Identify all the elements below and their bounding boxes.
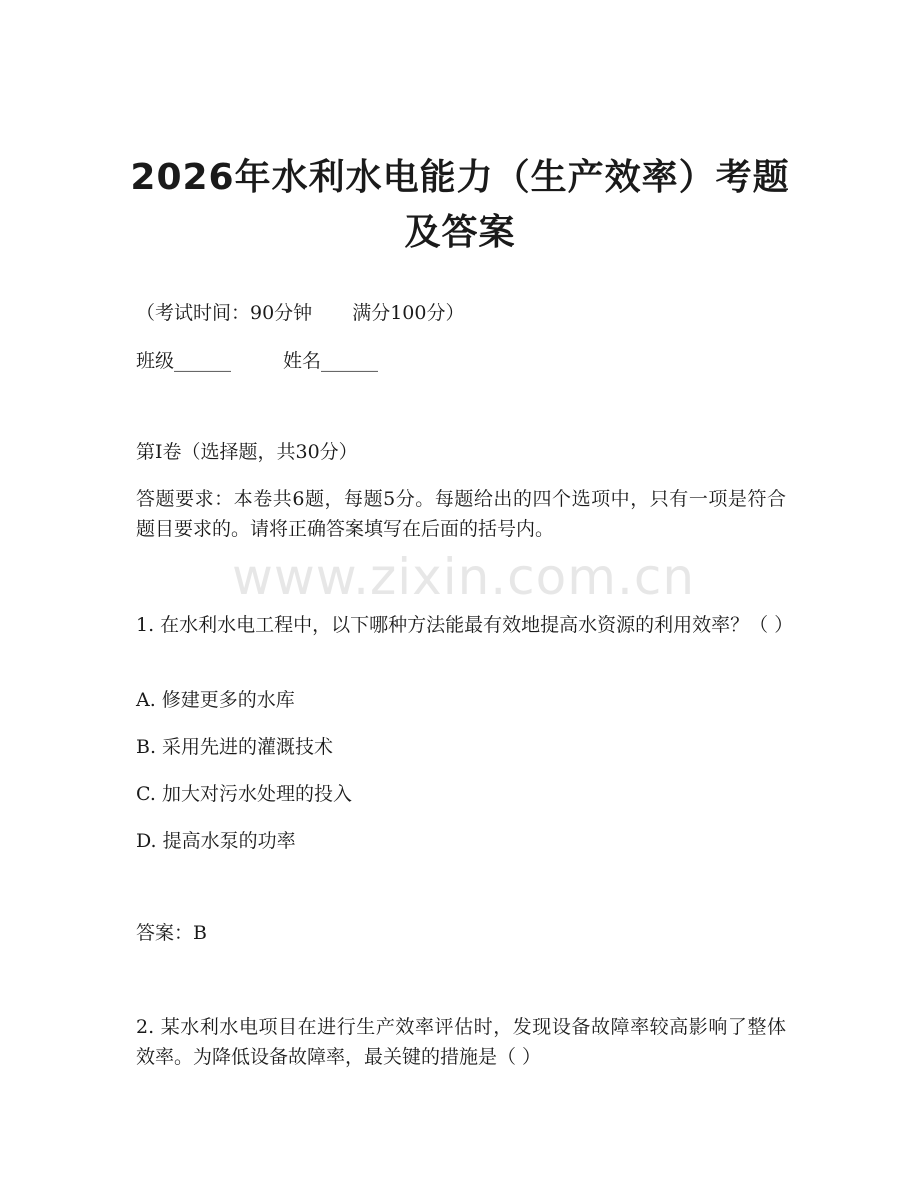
- section-instructions: 答题要求：本卷共6题，每题5分。每题给出的四个选项中，只有一项是符合题目要求的。请将正确答案填写在后面的括号内。: [136, 488, 786, 540]
- question-1-option-c: C. 加大对污水处理的投入: [136, 783, 352, 805]
- question-1-answer: 答案：B: [136, 922, 207, 944]
- question-1-option-d: D. 提高水泵的功率: [136, 830, 296, 852]
- question-1-stem: 1. 在水利水电工程中，以下哪种方法能最有效地提高水资源的利用效率？（ ）: [136, 614, 794, 636]
- student-fields: [136, 346, 786, 376]
- exam-time: （考试时间：90分钟: [136, 302, 313, 324]
- exam-info: [136, 298, 786, 328]
- name-field: 姓名______: [283, 350, 379, 372]
- document-title: 2026年水利水电能力（生产效率）考题及答案: [130, 157, 790, 253]
- section-heading: 第Ⅰ卷（选择题，共30分）: [136, 441, 358, 463]
- exam-score: 满分100分）: [352, 302, 465, 324]
- class-field: 班级______: [136, 350, 232, 372]
- question-1-option-b: B. 采用先进的灌溉技术: [136, 736, 334, 758]
- question-2-stem: 2. 某水利水电项目在进行生产效率评估时，发现设备故障率较高影响了整体效率。为降低设备故障率，最关键的措施是（ ）: [136, 1016, 786, 1068]
- question-1-option-a: A. 修建更多的水库: [136, 689, 295, 711]
- watermark: www.zixin.com.cn: [232, 548, 696, 606]
